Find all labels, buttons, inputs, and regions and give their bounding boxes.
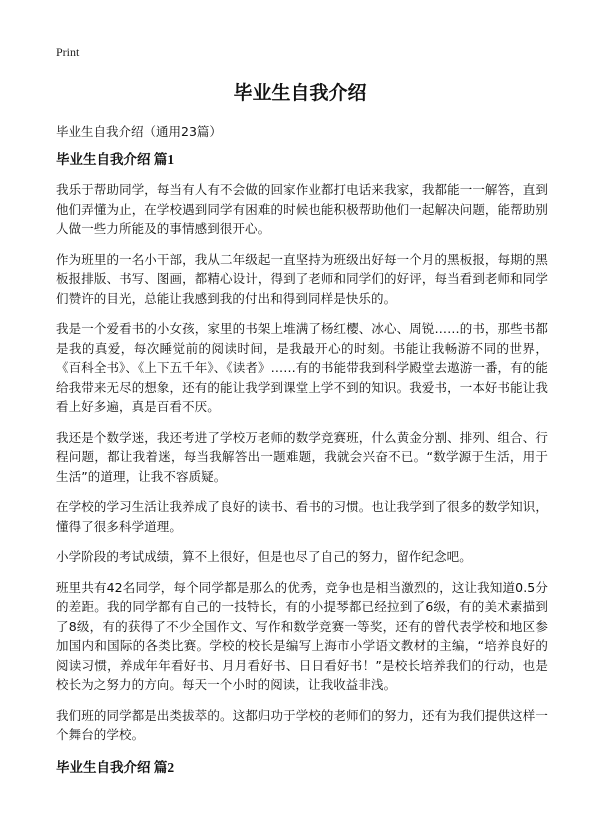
- print-link[interactable]: Print: [56, 45, 80, 59]
- section-heading-1: 毕业生自我介绍 篇1: [56, 152, 175, 167]
- paragraph: 我还是个数学迷，我还考进了学校万老师的数学竞赛班，什么黄金分割、排列、组合、行程问题，都让我着迷，每当我解答出一题难题，我就会兴奋不已。“数学源于生活，用于生活”的道理，让我不容质疑。: [56, 429, 548, 484]
- paragraph: 我乐于帮助同学，每当有人有不会做的回家作业都打电话来我家，我都能一一解答，直到他们弄懂为止，在学校遇到同学有困难的时候也能积极帮助他们一起解决问题，能帮助别人做一些力所能及的事情感到很开心。: [56, 182, 548, 236]
- paragraph: 作为班里的一名小干部，我从二年级起一直坚持为班级出好每一个月的黑板报，每期的黑板报排版、书写、图画，都精心设计，得到了老师和同学们的好评，每当看到老师和同学们赞许的目光，总能让我感到我的付出和得到同样是快乐的。: [56, 251, 548, 306]
- paragraph: 我是一个爱看书的小女孩，家里的书架上堆满了杨红樱、冰心、周锐……的书，那些书都是我的真爱，每次睡觉前的阅读时间，是我最开心的时刻。书能让我畅游不同的世界，《百科全书》、《上下五千年》、《读者》……有的书能带我到科学殿堂去遨游一番，有的能给我带来无尽的想象，还有的能让我学到课堂上学不到的知识。我爱书，一本好书能让我看上好多遍，真是百看不厌。: [56, 321, 548, 414]
- page-title: 毕业生自我介绍: [233, 82, 367, 104]
- paragraph: 班里共有42名同学，每个同学都是那么的优秀，竞争也是相当激烈的，这让我知道0.5分的差距。我的同学都有自己的一技特长，有的小提琴都已经拉到了6级，有的美术素描到了8级，有的获得了不少全国作文、写作和数学竞赛一等奖，还有的曾代表学校和地区参加国内和国际的各类比赛。学校的校长是编写上海市小学语文教材的主编，“培养良好的阅读习惯，养成年年看好书、月月看好书、日日看好书！”是校长培养我们的行动，也是校长为之努力的方向。每天一个小时的阅读，让我收益非浅。: [56, 579, 548, 692]
- section-heading-2: 毕业生自我介绍 篇2: [56, 759, 175, 775]
- paragraph: 在学校的学习生活让我养成了良好的读书、看书的习惯。也让我学到了很多的数学知识，懂得了很多科学道理。: [56, 499, 548, 534]
- document-subtitle: 毕业生自我介绍（通用23篇）: [56, 124, 222, 139]
- document-body: [56, 148, 548, 788]
- paragraph: 我们班的同学都是出类拔萃的。这都归功于学校的老师们的努力，还有为我们提供这样一个舞台的学校。: [56, 707, 548, 742]
- paragraph: 小学阶段的考试成绩，算不上很好，但是也尽了自己的努力，留作纪念吧。: [56, 549, 472, 564]
